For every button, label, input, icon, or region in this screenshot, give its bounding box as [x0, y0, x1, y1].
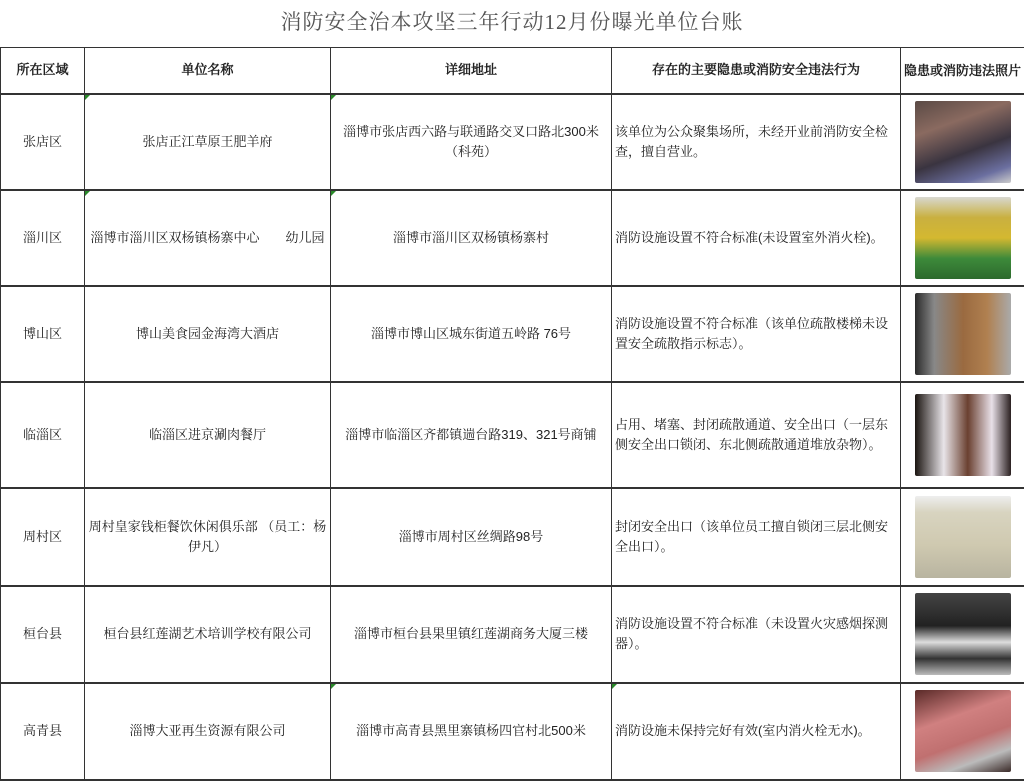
locked-door-photo	[915, 496, 1011, 578]
header-address: 详细地址	[331, 48, 612, 94]
document-title: 消防安全治本攻坚三年行动12月份曝光单位台账	[0, 6, 1024, 36]
header-row	[1, 48, 1024, 94]
area-cell: 周村区	[1, 488, 85, 586]
photo-cell	[901, 286, 1024, 382]
unit-name-cell: 周村皇家钱柜餐饮休闲俱乐部 （员工：杨伊凡）	[85, 488, 331, 586]
blocked-exit-photo	[915, 394, 1011, 476]
address-cell: 淄博市周村区丝绸路98号	[331, 488, 612, 586]
address-cell: 淄博市临淄区齐都镇遄台路319、321号商铺	[331, 382, 612, 488]
table-row	[1, 94, 1024, 190]
area-cell: 张店区	[1, 94, 85, 190]
unit-name-cell: 博山美食园金海湾大酒店	[85, 286, 331, 382]
photo-cell	[901, 382, 1024, 488]
issue-cell: 封闭安全出口（该单位员工擅自锁闭三层北侧安全出口）。	[612, 488, 901, 586]
header-photo: 隐患或消防违法照片	[901, 48, 1024, 94]
address-cell: 淄博市淄川区双杨镇杨寨村	[331, 190, 612, 286]
unit-name-cell: 淄博市淄川区双杨镇杨寨中心 幼儿园	[85, 190, 331, 286]
table-row	[1, 488, 1024, 586]
header-issue: 存在的主要隐患或消防安全违法行为	[612, 48, 901, 94]
address-cell: 淄博市张店西六路与联通路交叉口路北300米（科苑）	[331, 94, 612, 190]
table-row	[1, 683, 1024, 780]
address-cell: 淄博市桓台县果里镇红莲湖商务大厦三楼	[331, 586, 612, 683]
header-area: 所在区域	[1, 48, 85, 94]
table-row	[1, 286, 1024, 382]
photo-cell	[901, 683, 1024, 780]
area-cell: 桓台县	[1, 586, 85, 683]
stairway-photo	[915, 293, 1011, 375]
area-cell: 临淄区	[1, 382, 85, 488]
area-cell: 高青县	[1, 683, 85, 780]
issue-cell: 消防设施设置不符合标准(未设置室外消火栓)。	[612, 190, 901, 286]
issue-cell: 该单位为公众聚集场所，未经开业前消防安全检查，擅自营业。	[612, 94, 901, 190]
photo-cell	[901, 190, 1024, 286]
issue-cell: 消防设施设置不符合标准（未设置火灾感烟探测器）。	[612, 586, 901, 683]
table-row	[1, 382, 1024, 488]
issue-cell: 消防设施设置不符合标准（该单位疏散楼梯未设置安全疏散指示标志）。	[612, 286, 901, 382]
area-cell: 博山区	[1, 286, 85, 382]
table-row	[1, 190, 1024, 286]
unit-name-cell: 淄博大亚再生资源有限公司	[85, 683, 331, 780]
photo-cell	[901, 488, 1024, 586]
issue-cell: 占用、堵塞、封闭疏散通道、安全出口（一层东侧安全出口锁闭、东北侧疏散通道堆放杂物）。	[612, 382, 901, 488]
unit-name-cell: 临淄区进京涮肉餐厅	[85, 382, 331, 488]
area-cell: 淄川区	[1, 190, 85, 286]
exposure-table	[0, 47, 1024, 781]
kindergarten-photo	[915, 197, 1011, 279]
unit-name-cell: 张店正江草原王肥羊府	[85, 94, 331, 190]
issue-cell: 消防设施未保持完好有效(室内消火栓无水)。	[612, 683, 901, 780]
ceiling-photo	[915, 593, 1011, 675]
unit-name-cell: 桓台县红莲湖艺术培训学校有限公司	[85, 586, 331, 683]
hydrant-photo	[915, 690, 1011, 772]
address-cell: 淄博市高青县黑里寨镇杨四官村北500米	[331, 683, 612, 780]
header-name: 单位名称	[85, 48, 331, 94]
photo-cell	[901, 586, 1024, 683]
table-row	[1, 586, 1024, 683]
photo-cell	[901, 94, 1024, 190]
address-cell: 淄博市博山区城东街道五岭路 76号	[331, 286, 612, 382]
building-facade-photo	[915, 101, 1011, 183]
